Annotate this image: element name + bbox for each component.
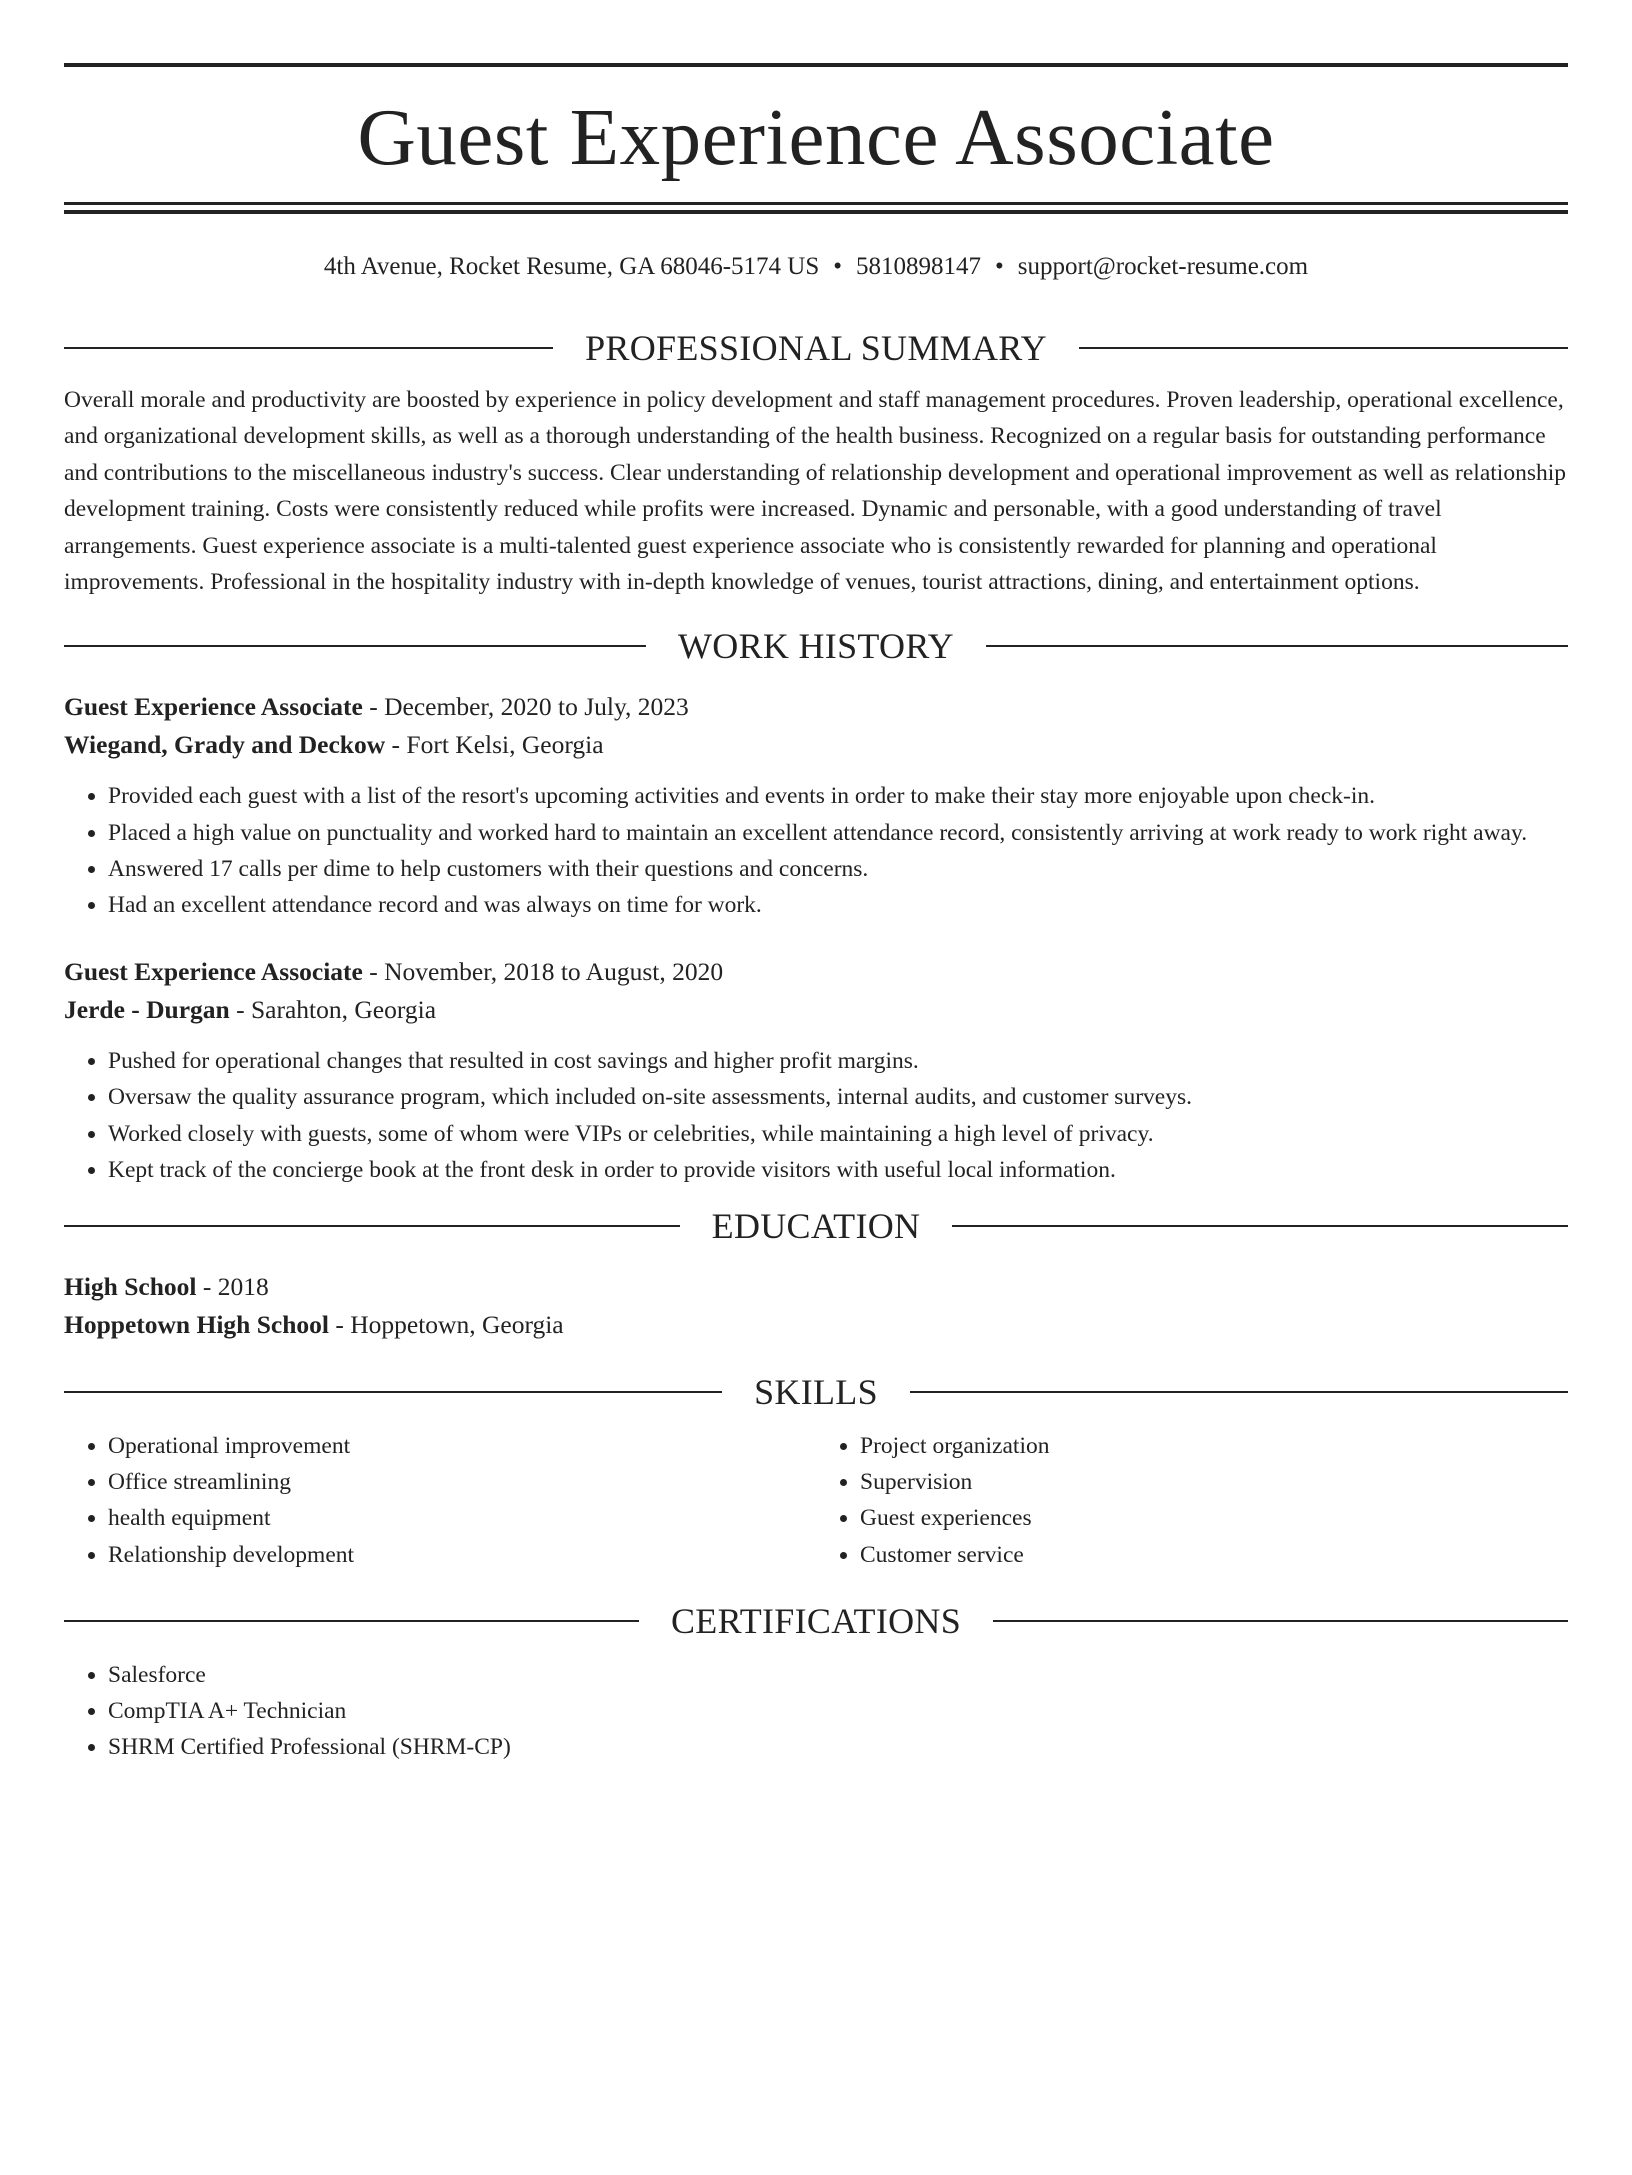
job-location: - Sarahton, Georgia bbox=[229, 995, 437, 1025]
job-title-line bbox=[64, 953, 1568, 991]
section-header-skills bbox=[64, 1370, 1568, 1414]
section-title-skills: SKILLS bbox=[754, 1372, 878, 1413]
certifications-list bbox=[64, 1657, 1568, 1766]
education-entry bbox=[64, 1268, 1568, 1344]
job-company-line bbox=[64, 991, 1568, 1029]
contact-separator: • bbox=[995, 253, 1004, 280]
job-dates: - December, 2020 to July, 2023 bbox=[362, 692, 689, 722]
education-degree: High School bbox=[64, 1272, 197, 1302]
job-entry bbox=[64, 953, 1568, 1188]
education-year: - 2018 bbox=[196, 1272, 269, 1302]
contact-email: support@rocket-resume.com bbox=[1017, 253, 1309, 280]
job-bullets bbox=[64, 1043, 1568, 1188]
job-entry bbox=[64, 688, 1568, 923]
list-item: • Operational improvement bbox=[108, 1428, 816, 1464]
job-title: Guest Experience Associate bbox=[64, 957, 363, 987]
contact-line bbox=[64, 252, 1568, 282]
section-title-education: EDUCATION bbox=[711, 1206, 921, 1247]
job-company: Wiegand, Grady and Deckow bbox=[64, 730, 386, 760]
list-item: • SHRM Certified Professional (SHRM-CP) bbox=[108, 1729, 1568, 1765]
job-bullets bbox=[64, 778, 1568, 923]
list-item: • Salesforce bbox=[108, 1657, 1568, 1693]
list-item: • Supervision bbox=[860, 1464, 1568, 1500]
education-degree-line bbox=[64, 1268, 1568, 1306]
list-item: • health equipment bbox=[108, 1500, 816, 1536]
list-item: • Had an excellent attendance record and was always on time for work. bbox=[108, 887, 1568, 923]
skills-column-right bbox=[816, 1428, 1568, 1573]
list-item: • CompTIA A+ Technician bbox=[108, 1693, 1568, 1729]
section-title-certifications: CERTIFICATIONS bbox=[670, 1600, 962, 1641]
education-school-line bbox=[64, 1306, 1568, 1344]
header-double-rule bbox=[64, 202, 1568, 214]
section-header-summary bbox=[64, 326, 1568, 370]
resume-page bbox=[0, 63, 1632, 2175]
section-title-work: WORK HISTORY bbox=[678, 626, 954, 667]
job-company: Jerde - Durgan bbox=[64, 995, 230, 1025]
summary-text: Overall morale and productivity are boosted by experience in policy development and staff management procedures. Proven leadership, operational excellence, and organizational development skills, as well as a thorough understanding of the health business. Recognized on a regular basis for outstanding performance and contributions to the miscellaneous industry's success. Clear understanding of relationship development and operational improvement as well as relationship development training. Costs were consistently reduced while profits were increased. Dynamic and personable, with a good understanding of travel arrangements. Guest experience associate is a multi-talented guest experience associate who is consistently rewarded for planning and operational improvements. Professional in the hospitality industry with in-depth knowledge of venues, tourist attractions, dining, and entertainment options. bbox=[64, 387, 1567, 596]
job-location: - Fort Kelsi, Georgia bbox=[385, 730, 604, 760]
list-item: • Answered 17 calls per dime to help customers with their questions and concerns. bbox=[108, 851, 1568, 887]
list-item: • Office streamlining bbox=[108, 1464, 816, 1500]
contact-address: 4th Avenue, Rocket Resume, GA 68046-5174 US bbox=[323, 253, 820, 280]
job-company-line bbox=[64, 726, 1568, 764]
section-title-summary: PROFESSIONAL SUMMARY bbox=[585, 328, 1047, 368]
job-dates: - November, 2018 to August, 2020 bbox=[362, 957, 724, 987]
list-item: • Worked closely with guests, some of whom were VIPs or celebrities, while maintaining a high level of privacy. bbox=[108, 1116, 1568, 1152]
skills-list bbox=[64, 1428, 1568, 1573]
list-item: • Placed a high value on punctuality and worked hard to maintain an excellent attendance record, consistently arriving at work ready to work right away. bbox=[108, 815, 1568, 851]
contact-separator: • bbox=[833, 253, 843, 280]
list-item: • Relationship development bbox=[108, 1537, 816, 1573]
list-item: • Guest experiences bbox=[860, 1500, 1568, 1536]
job-title-line bbox=[64, 688, 1568, 726]
section-header-certifications bbox=[64, 1599, 1568, 1643]
section-header-education bbox=[64, 1204, 1568, 1248]
list-item: • Kept track of the concierge book at the front desk in order to provide visitors with useful local information. bbox=[108, 1152, 1568, 1188]
contact-phone: 5810898147 bbox=[856, 253, 982, 280]
education-school: Hoppetown High School bbox=[64, 1310, 329, 1340]
resume-name: Guest Experience Associate bbox=[357, 92, 1275, 182]
education-location: - Hoppetown, Georgia bbox=[328, 1310, 564, 1340]
skills-column-left bbox=[64, 1428, 816, 1573]
list-item: • Oversaw the quality assurance program, which included on-site assessments, internal audits, and customer surveys. bbox=[108, 1079, 1568, 1115]
job-title: Guest Experience Associate bbox=[64, 692, 363, 722]
section-header-work bbox=[64, 624, 1568, 668]
list-item: • Pushed for operational changes that resulted in cost savings and higher profit margins. bbox=[108, 1043, 1568, 1079]
list-item: • Provided each guest with a list of the resort's upcoming activities and events in order to make their stay more enjoyable upon check-in. bbox=[108, 778, 1568, 814]
list-item: • Customer service bbox=[860, 1537, 1568, 1573]
list-item: • Project organization bbox=[860, 1428, 1568, 1464]
